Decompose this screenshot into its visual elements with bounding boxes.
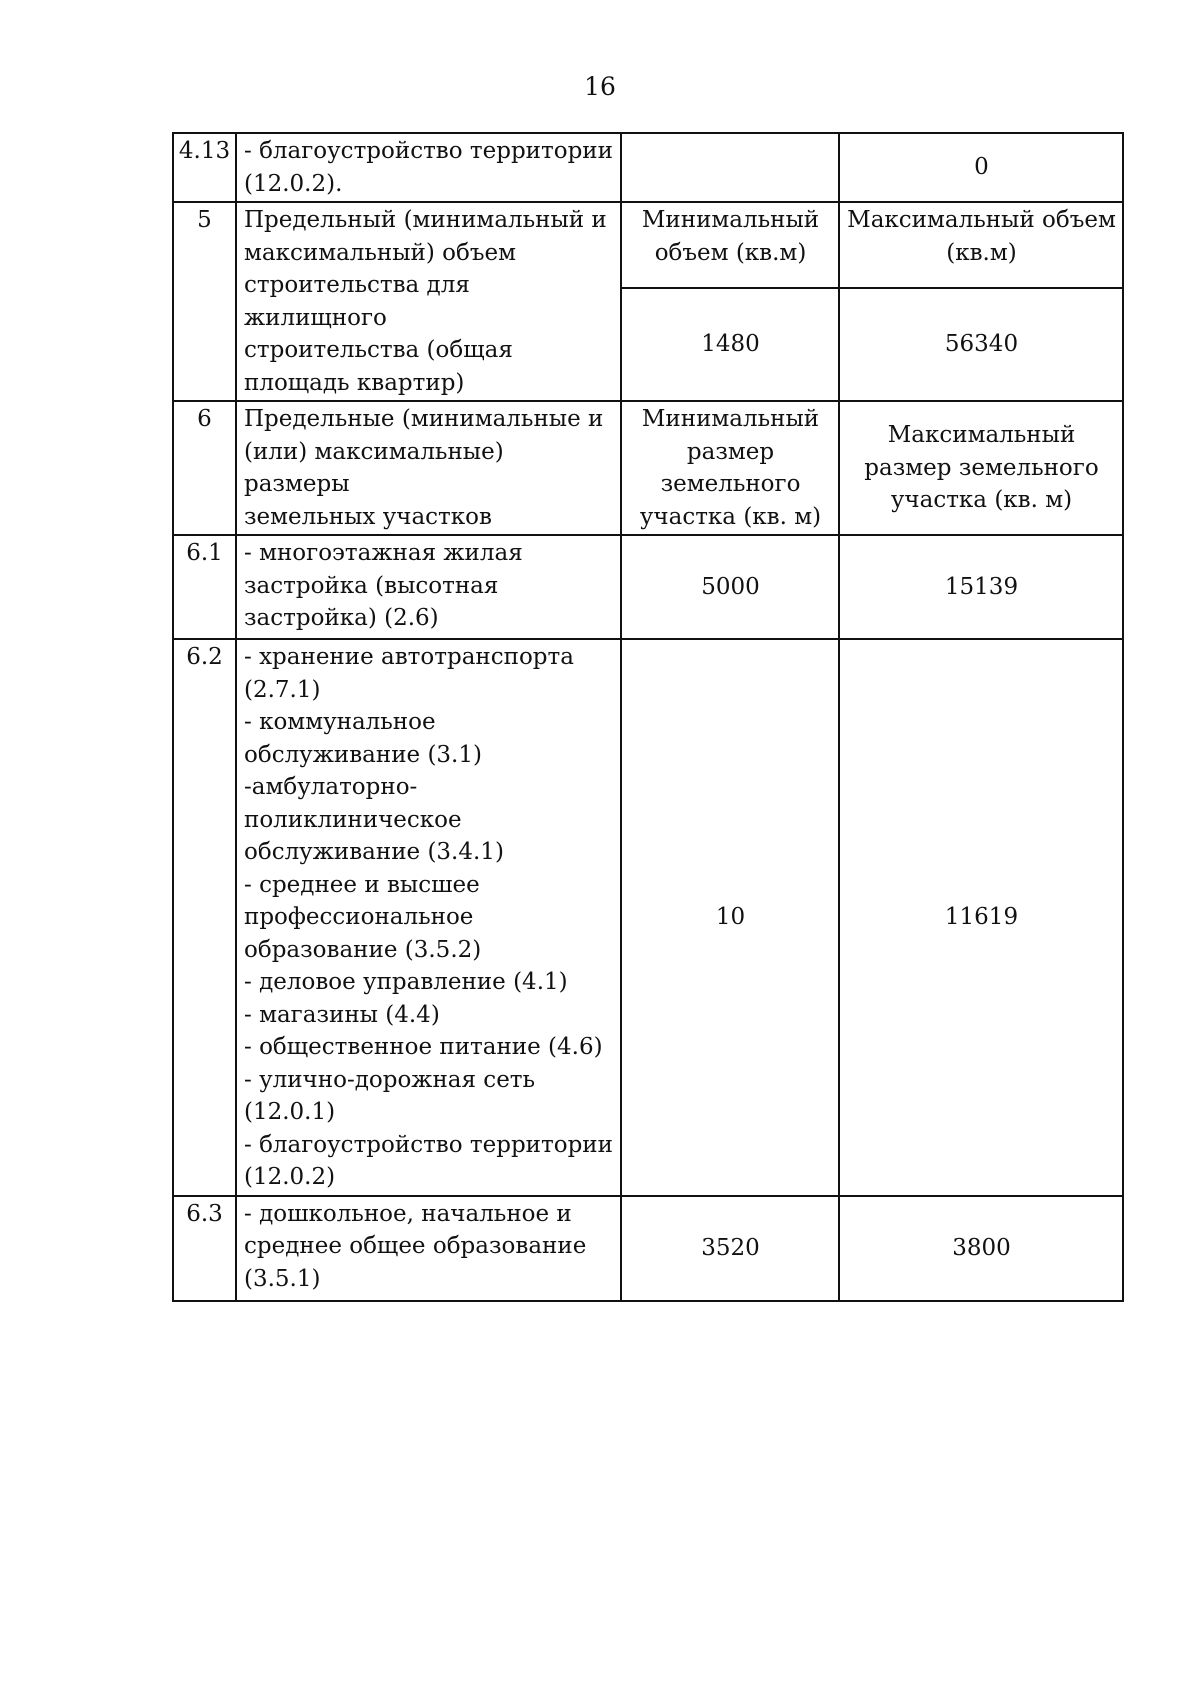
description-line: - общественное питание (4.6): [244, 1034, 603, 1060]
row-description: [236, 1196, 621, 1301]
min-value-cell: 3520: [621, 1196, 839, 1301]
page-number: 16: [584, 72, 616, 101]
description-line: застройка (высотная: [244, 572, 499, 599]
description-line: - магазины (4.4): [244, 1001, 440, 1028]
description-line: - улично-дорожная сеть: [244, 1066, 536, 1093]
header-line: размер: [686, 438, 775, 465]
row-description: [236, 639, 621, 1196]
max-value-cell: 56340: [839, 288, 1123, 401]
table-row-4-13: [173, 133, 1123, 202]
header-line: объем (кв.м): [654, 239, 807, 266]
description-line: Предельный (минимальный и: [244, 207, 607, 233]
min-value-cell: 5000: [621, 535, 839, 639]
description-line: строительства (общая: [244, 337, 513, 363]
description-line: - благоустройство территории: [244, 1131, 613, 1158]
description-line: среднее общее образование: [244, 1233, 587, 1259]
description-line: максимальный) объем: [244, 239, 517, 266]
description-line: профессиональное: [244, 904, 474, 930]
row-description: [236, 202, 621, 401]
header-line: участка (кв. м): [890, 487, 1073, 514]
table-row-6: [173, 401, 1123, 535]
description-line: - дошкольное, начальное и: [244, 1200, 572, 1227]
row-number: 6: [173, 401, 236, 535]
header-line: Минимальный: [641, 207, 820, 233]
description-line: (12.0.2).: [244, 170, 343, 197]
min-header-cell: [621, 202, 839, 288]
description-line: Предельные (минимальные и: [244, 406, 604, 432]
min-value-cell: [621, 133, 839, 202]
max-header-cell: [839, 202, 1123, 288]
description-line: (3.5.1): [244, 1265, 321, 1292]
row-description: [236, 133, 621, 202]
table-row-6-1: [173, 535, 1123, 639]
description-line: поликлиническое: [244, 806, 462, 833]
min-header-cell: [621, 401, 839, 535]
description-line: (2.7.1): [244, 676, 321, 703]
description-line: (12.0.2): [244, 1164, 336, 1190]
header-line: размер земельного: [864, 454, 1099, 481]
header-line: Максимальный: [887, 422, 1076, 449]
row-description: [236, 535, 621, 639]
header-line: Минимальный: [641, 406, 820, 432]
table-row-6-2: [173, 639, 1123, 1196]
table-row-6-3: [173, 1196, 1123, 1301]
description-line: - деловое управление (4.1): [244, 969, 568, 995]
row-number: 5: [173, 202, 236, 401]
description-line: (или) максимальные) размеры: [244, 438, 504, 497]
row-number: 4.13: [173, 133, 236, 202]
header-line: участка (кв. м): [639, 503, 822, 530]
header-line: земельного: [660, 471, 801, 497]
min-value-cell: 10: [621, 639, 839, 1196]
max-value-cell: 3800: [839, 1196, 1123, 1301]
description-line: обслуживание (3.4.1): [244, 839, 504, 865]
max-header-cell: [839, 401, 1123, 535]
description-line: застройка) (2.6): [244, 605, 439, 631]
regulations-table: [172, 132, 1124, 1302]
max-value-cell: 0: [839, 133, 1123, 202]
description-line: - многоэтажная жилая: [244, 540, 523, 566]
description-line: земельных участков: [244, 503, 492, 530]
min-value-cell: 1480: [621, 288, 839, 401]
max-value-cell: 15139: [839, 535, 1123, 639]
description-line: -амбулаторно-: [244, 774, 418, 800]
row-number: 6.3: [173, 1196, 236, 1301]
description-line: строительства для жилищного: [244, 272, 470, 331]
max-value-cell: 11619: [839, 639, 1123, 1196]
header-line: (кв.м): [946, 239, 1017, 266]
description-line: (12.0.1): [244, 1099, 336, 1125]
description-line: - благоустройство территории: [244, 138, 613, 164]
row-description: [236, 401, 621, 535]
description-line: - хранение автотранспорта: [244, 644, 574, 670]
description-line: - коммунальное: [244, 709, 436, 735]
header-line: Максимальный объем: [847, 207, 1116, 233]
table-row-5: [173, 202, 1123, 288]
description-line: образование (3.5.2): [244, 936, 482, 963]
row-number: 6.1: [173, 535, 236, 639]
description-line: обслуживание (3.1): [244, 741, 482, 768]
description-line: - среднее и высшее: [244, 871, 480, 898]
description-line: площадь квартир): [244, 369, 465, 396]
row-number: 6.2: [173, 639, 236, 1196]
